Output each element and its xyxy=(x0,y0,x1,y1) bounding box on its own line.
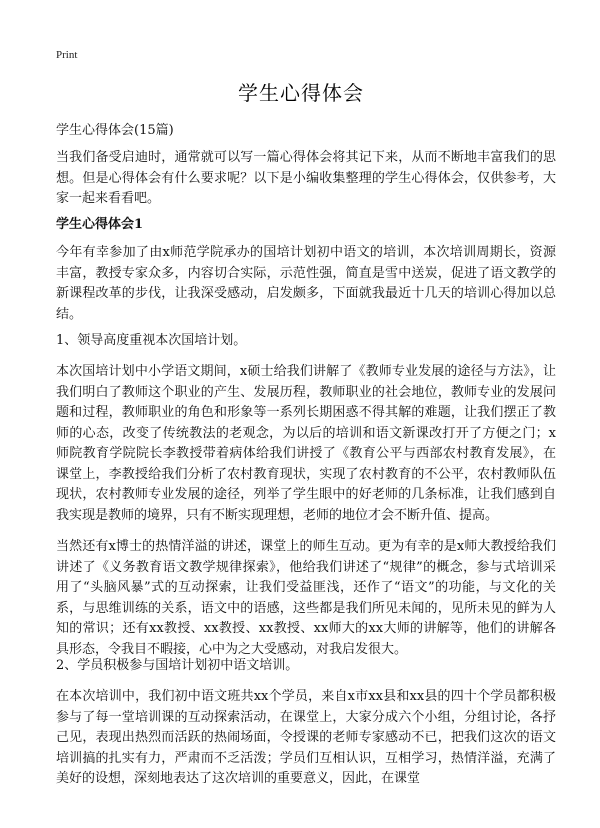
section-heading: 学生心得体会1 xyxy=(56,217,144,232)
print-label: Print xyxy=(56,49,78,61)
point-heading-1: 1、领导高度重视本次国培计划。 xyxy=(56,333,247,348)
body-paragraph-2: 本次国培计划中小学语文期间，x硕士给我们讲解了《教师专业发展的途径与方法》，让我们明白了教师这个职业的产生、发展历程，教师职业的社会地位，教师专业的发展问题和过程，教师职业的角色和形象等一系列长期困惑不得其解的难题，让我们摆正了教师的心态，改变了传统教法的老观念，为以后的培训和语文新课改打开了方便之门；x师院教育学院院长李教授带着病体给我们讲授了《教育公平与西部农村教育发展》，在课堂上，李教授给我们分析了农村教育现状，实现了农村教育的不公平，农村教师队伍现状，农村教师专业发展的途径，列举了学生眼中的好老师的几条标准，让我们感到自我实现是教师的境界，只有不断实现理想，老师的地位才会不断升值、提高。 xyxy=(56,364,556,523)
document-title: 学生心得体会 xyxy=(238,81,364,105)
body-paragraph-1: 今年有幸参加了由x师范学院承办的国培计划初中语文的培训，本次培训周期长，资源丰富，教授专家众多，内容切合实际，示范性强，简直是雪中送炭，促进了语文教学的新课程改革的步伐，让我深受感动，启发颇多，下面就我最近十几天的培训心得加以总结。 xyxy=(56,245,556,322)
intro-paragraph: 当我们备受启迪时，通常就可以写一篇心得体会将其记下来，从而不断地丰富我们的思想。但是心得体会有什么要求呢？以下是小编收集整理的学生心得体会，仅供参考，大家一起来看看吧。 xyxy=(56,150,556,206)
point-heading-2: 2、学员积极参与国培计划初中语文培训。 xyxy=(56,658,299,673)
body-paragraph-3: 当然还有x博士的热情洋溢的讲述，课堂上的师生互动。更为有幸的是x师大教授给我们讲述了《义务教育语文教学规律探索》，他给我们讲述了“规律”的概念，参与式培训采用了“头脑风暴”式的互动探索，让我们受益匪浅，还作了“语文”的功能，与文化的关系，与思维训练的关系，语文中的语感，这些都是我们所见未闻的，见所未见的鲜为人知的常识；还有xx教授、xx教授、xx教授、xx师大的xx大师的讲解等，他们的讲解各具形态，令我目不暇接，心中为之大受感动，对我启发很大。 xyxy=(56,539,556,657)
body-paragraph-4: 在本次培训中，我们初中语文班共xx个学员，来自x市xx县和xx县的四十个学员都积极参与了每一堂培训课的互动探索活动，在课堂上，大家分成六个小组，分组讨论，各抒己见，表现出热烈而活跃的热闹场面，令授课的老师专家感动不已，把我们这次的语文培训搞的扎实有力，严肃而不乏活泼；学员们互相认识，互相学习，热情洋溢，充满了美好的设想，深刻地表达了这次培训的重要意义，因此，在课堂 xyxy=(56,689,556,786)
document-subtitle: 学生心得体会(15篇) xyxy=(56,123,174,138)
